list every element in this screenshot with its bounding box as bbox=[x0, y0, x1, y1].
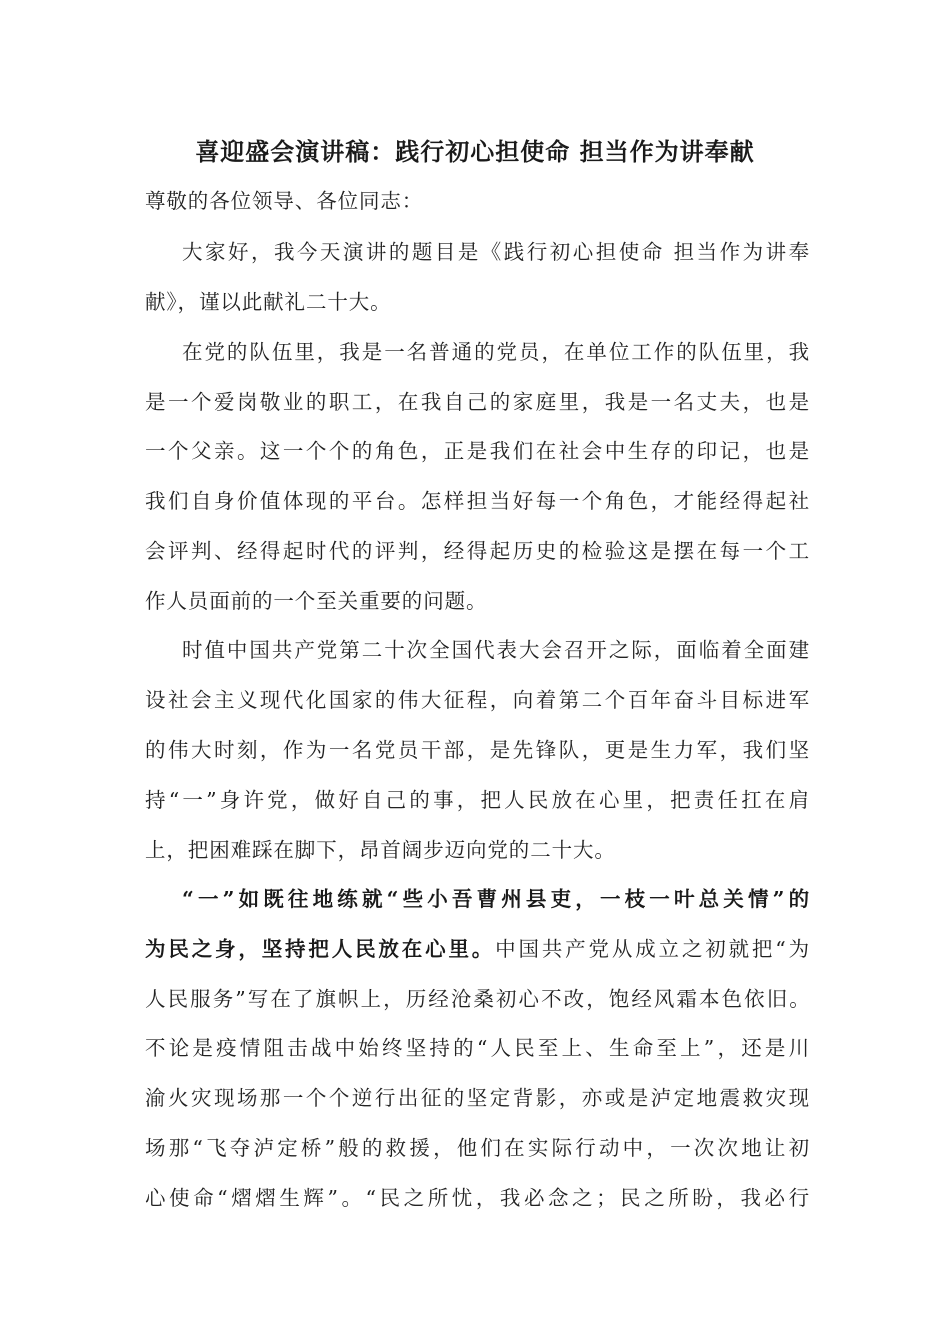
paragraph-4-line-2 bbox=[145, 935, 810, 963]
paragraph-1-line-2: 献》，谨以此献礼二十大。 bbox=[145, 290, 392, 314]
paragraph-3-line-3: 的伟大时刻，作为一名党员干部，是先锋队，更是生力军，我们坚 bbox=[145, 738, 810, 762]
paragraph-3-line-2: 设社会主义现代化国家的伟大征程，向着第二个百年奋斗目标进军 bbox=[145, 688, 810, 712]
paragraph-4-line-6: 场那“飞夺泸定桥”般的救援，他们在实际行动中，一次次地让初 bbox=[145, 1136, 810, 1160]
paragraph-2-line-1: 在党的队伍里，我是一名普通的党员，在单位工作的队伍里，我 bbox=[182, 340, 810, 364]
paragraph-4-line-2-text: 中国共产党从成立之初就把“为 bbox=[495, 937, 810, 961]
paragraph-2-line-6: 作人员面前的一个至关重要的问题。 bbox=[145, 589, 488, 613]
paragraph-3-line-4: 持“一”身许党，做好自己的事，把人民放在心里，把责任扛在肩 bbox=[145, 788, 810, 812]
paragraph-4-bold-heading-line-2: 为民之身，坚持把人民放在心里。 bbox=[145, 937, 496, 961]
paragraph-4-line-5: 渝火灾现场那一个个逆行出征的坚定背影，亦或是泸定地震救灾现 bbox=[145, 1086, 810, 1110]
paragraph-2-line-5: 会评判、经得起时代的评判，经得起历史的检验这是摆在每一个工 bbox=[145, 539, 810, 563]
paragraph-2-line-3: 一个父亲。这一个个的角色，正是我们在社会中生存的印记，也是 bbox=[145, 439, 810, 463]
salutation: 尊敬的各位领导、各位同志： bbox=[145, 189, 424, 213]
paragraph-4-bold-heading-line-1: “一”如既往地练就“些小吾曹州县吏，一枝一叶总关情”的 bbox=[182, 887, 810, 911]
paragraph-4-line-4: 不论是疫情阻击战中始终坚持的“人民至上、生命至上”，还是川 bbox=[145, 1036, 810, 1060]
paragraph-4-line-3: 人民服务”写在了旗帜上，历经沧桑初心不改，饱经风霜本色依旧。 bbox=[145, 987, 810, 1011]
paragraph-3-line-1: 时值中国共产党第二十次全国代表大会召开之际，面临着全面建 bbox=[182, 638, 810, 662]
paragraph-2-line-2: 是一个爱岗敬业的职工，在我自己的家庭里，我是一名丈夫，也是 bbox=[145, 390, 810, 414]
paragraph-3-line-5: 上，把困难踩在脚下，昂首阔步迈向党的二十大。 bbox=[145, 838, 616, 862]
paragraph-4-line-7: 心使命“熠熠生辉”。“民之所忧，我必念之；民之所盼，我必行 bbox=[145, 1186, 810, 1210]
paragraph-2-line-4: 我们自身价值体现的平台。怎样担当好每一个角色，才能经得起社 bbox=[145, 489, 810, 513]
document-title: 喜迎盛会演讲稿：践行初心担使命 担当作为讲奉献 bbox=[195, 137, 755, 166]
paragraph-1-line-1: 大家好，我今天演讲的题目是《践行初心担使命 担当作为讲奉 bbox=[182, 240, 810, 264]
